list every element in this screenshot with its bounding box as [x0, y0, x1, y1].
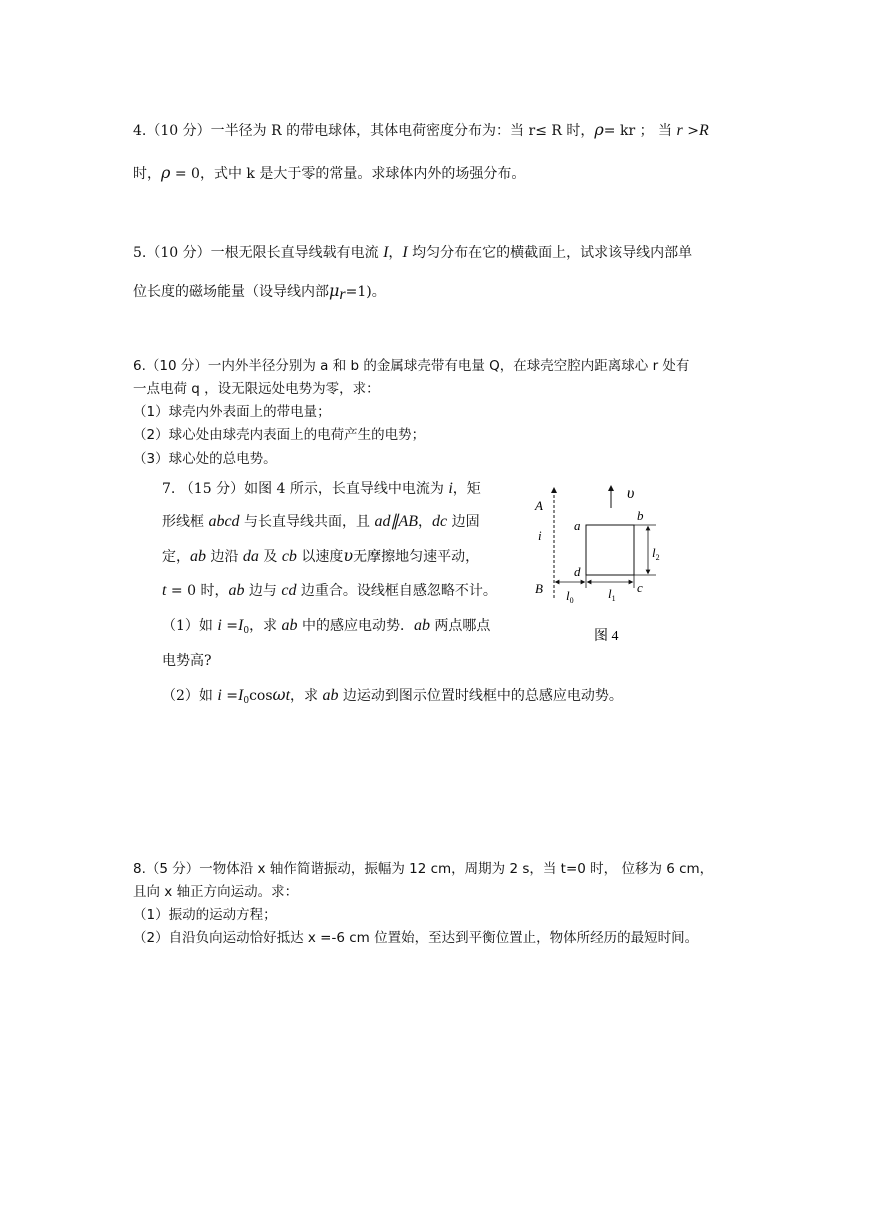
q7-line-7: [162, 686, 623, 710]
q4-text: 4.（10 分）一半径为 R 的带电球体，其体电荷密度分布为：当 r≤ R 时，: [133, 123, 595, 139]
I-symbol: I: [402, 244, 408, 261]
q7-text: 中的感应电动势．: [297, 618, 414, 634]
figure-4-diagram: [524, 478, 674, 648]
q6-line-3: （1）球壳内外表面上的带电量；: [133, 404, 331, 420]
q5-line-2: [133, 282, 386, 304]
r-symbol: r: [676, 122, 683, 139]
I-symbol: I: [238, 687, 244, 704]
label-d: d: [574, 564, 581, 579]
da-symbol: da: [242, 548, 259, 565]
rho-symbol: ρ: [161, 163, 171, 182]
omega-symbol: ω: [272, 685, 286, 704]
label-B: B: [535, 581, 543, 596]
q8-line-4: （2）自沿负向运动恰好抵达 x =-6 cm 位置始，至达到平衡位置止，物体所经历的最短时间。: [133, 930, 699, 946]
q7-line-3: [162, 547, 479, 566]
label-l1: $l_1$: [608, 586, 616, 603]
dc-symbol: dc: [432, 513, 448, 530]
i-symbol: i: [217, 687, 222, 704]
label-v: υ: [627, 485, 635, 502]
q5-text: 位长度的磁场能量（设导线内部: [133, 284, 329, 300]
label-a: a: [574, 518, 581, 533]
ab-symbol: ab: [322, 687, 339, 704]
q4-text: >: [682, 123, 699, 139]
q7-text: 及: [258, 549, 282, 565]
q5-text: 5.（10 分）一根无限长直导线载有电流: [133, 245, 379, 261]
q8-line-2: 且向 x 轴正方向运动。求：: [133, 884, 299, 900]
q4-text: = kr ； 当: [603, 123, 673, 139]
subscript: 0: [243, 696, 250, 706]
label-b: b: [637, 508, 644, 523]
q7-text: =: [221, 688, 238, 704]
I-symbol: I: [383, 244, 389, 261]
q7-line-5: [162, 617, 490, 640]
q4-text: = 0: [170, 166, 200, 182]
q4-line-2: [133, 164, 525, 183]
q7-text: （2）如: [162, 688, 218, 704]
label-i: i: [538, 528, 542, 543]
q7-text: ，求: [290, 688, 323, 704]
label-l2: $l_2$: [652, 545, 660, 562]
q7-text: 两点哪点: [429, 618, 491, 634]
ab-symbol: ab: [281, 617, 298, 634]
q7-text: ，: [418, 514, 433, 530]
q6-line-2: 一点电荷 q ，设无限远处电势为零，求：: [133, 381, 380, 397]
label-l0: $l_0$: [566, 588, 574, 605]
ad-parallel-AB: ad∥AB: [374, 513, 419, 530]
label-c: c: [637, 580, 643, 595]
q4-line-1: [133, 121, 709, 140]
q7-line-6: 电势高?: [162, 653, 212, 669]
q5-text: 均匀分布在它的横截面上，试求该导线内部单: [407, 245, 693, 261]
mu-symbol: μ: [329, 281, 340, 300]
cb-symbol: cb: [281, 548, 297, 565]
label-A: A: [535, 498, 543, 513]
q7-line-2: [162, 513, 480, 531]
subscript: 0: [243, 626, 250, 636]
t-symbol: t: [162, 582, 167, 599]
ab-symbol: ab: [413, 617, 430, 634]
rectangular-frame: [586, 525, 634, 575]
q5-line-1: [133, 244, 692, 262]
q7-text: cos: [249, 688, 273, 704]
ab-symbol: ab: [190, 548, 206, 565]
q7-text: 7. （15 分）如图 4 所示，长直导线中电流为: [162, 481, 449, 497]
velocity-symbol: υ: [343, 546, 354, 565]
q6-line-5: （3）球心处的总电势。: [133, 451, 277, 467]
i-symbol: i: [217, 617, 222, 634]
q7-text: ，求: [249, 618, 282, 634]
R-symbol: R: [698, 122, 709, 139]
q7-text: 形线框: [162, 514, 209, 530]
q7-text: 以速度: [296, 549, 344, 565]
q4-text: ，式中 k 是大于零的常量。求球体内外的场强分布。: [199, 166, 526, 182]
q7-text: 时，: [196, 583, 229, 599]
q5-text: ，: [388, 245, 403, 261]
q7-text: 无摩擦地匀速平动，: [353, 549, 480, 565]
q7-text: 边运动到图示位置时线框中的总感应电动势。: [338, 688, 623, 704]
q7-text: 定，: [162, 549, 190, 565]
i-symbol: i: [448, 480, 453, 497]
t-symbol: t: [285, 687, 291, 704]
q6-line-4: （2）球心处由球壳内表面上的电荷产生的电势；: [133, 427, 426, 443]
q7-line-4: [162, 582, 497, 600]
q7-text: 边与: [244, 583, 282, 599]
q4-text: 时，: [133, 166, 161, 182]
q7-text: 边固: [447, 514, 480, 530]
mu-subscript: r: [339, 286, 346, 303]
q8-line-1: 8.（5 分）一物体沿 x 轴作简谐振动，振幅为 12 cm，周期为 2 s，当 t=0 时， 位移为 6 cm，: [133, 861, 714, 877]
q8-line-3: （1）振动的运动方程；: [133, 907, 277, 923]
I-symbol: I: [238, 617, 244, 634]
figure-caption: 图 4: [594, 629, 619, 644]
cd-symbol: cd: [281, 582, 297, 599]
abcd-symbol: abcd: [208, 513, 240, 530]
q7-text: ，矩: [452, 481, 481, 497]
q7-text: 边沿: [206, 549, 243, 565]
q6-line-1: 6.（10 分）一内外半径分别为 a 和 b 的金属球壳带有电量 Q，在球壳空腔内距离球心 r 处有: [133, 358, 690, 374]
ab-symbol: ab: [228, 582, 245, 599]
q7-line-1: [162, 480, 481, 498]
q7-text: = 0: [166, 583, 196, 599]
q7-text: （1）如: [162, 618, 218, 634]
q7-text: =: [221, 618, 238, 634]
q5-text: =1)。: [345, 284, 386, 300]
q7-text: 边重合。设线框自感忽略不计。: [296, 583, 497, 599]
q7-text: 与长直导线共面，且: [239, 514, 375, 530]
rho-symbol: ρ: [594, 120, 604, 139]
